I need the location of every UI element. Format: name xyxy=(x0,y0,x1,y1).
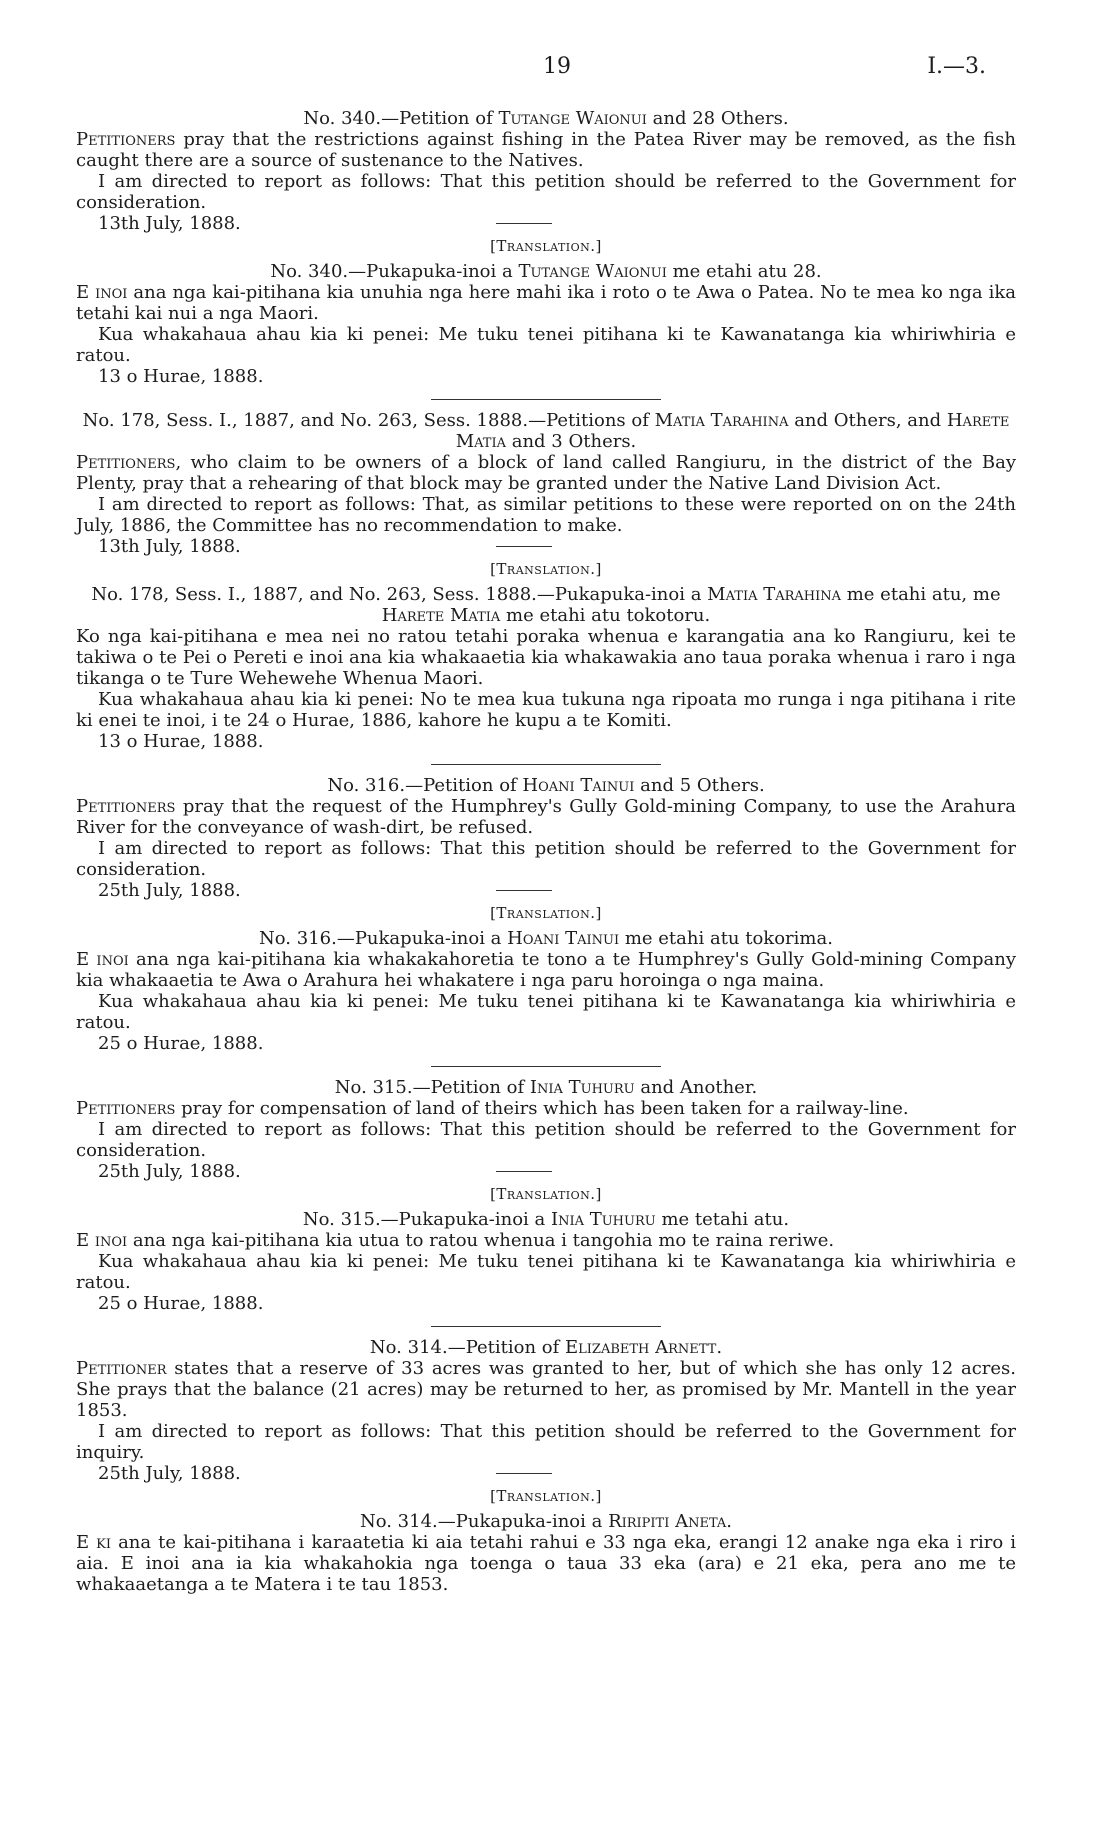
petition-date: 13th July, 1888. xyxy=(98,213,241,234)
translation-label: [Translation.] xyxy=(490,904,602,922)
page-number: 19 xyxy=(543,54,571,79)
petition-body: Petitioner states that a reserve of 33 acres was granted to her, but of which she has only 12 acres. She prays that the balance (21 acres) may be returned to her, as promised by Mr. Mantell in the year 1853. xyxy=(76,1358,1016,1421)
maori-body: E inoi ana nga kai-pitihana kia unuhia nga here mahi ika i roto o te Awa o Patea. No te mea ko nga ika tetahi kai nui a nga Maori. xyxy=(76,282,1017,324)
maori-title: No. 340.—Pukapuka-inoi a Tutange Waionui me etahi atu 28. xyxy=(270,261,822,282)
petition-date: 25th July, 1888. xyxy=(98,880,241,901)
petition-316 xyxy=(76,775,1016,1054)
maori-title: No. 315.—Pukapuka-inoi a Inia Tuhuru me tetahi atu. xyxy=(302,1209,790,1230)
petition-314 xyxy=(76,1337,1016,1595)
maori-body: E inoi ana nga kai-pitihana kia utua to ratou whenua i tangohia mo te raina reriwe. xyxy=(76,1230,835,1251)
maori-report: Kua whakahaua ahau kia ki penei: Me tuku tenei pitihana ki te Kawanatanga kia whiriwhiria e ratou. xyxy=(76,991,1016,1033)
date-row xyxy=(76,880,1016,901)
divider xyxy=(496,1473,552,1474)
maori-date: 13 o Hurae, 1888. xyxy=(98,731,264,752)
translation-label: [Translation.] xyxy=(490,237,602,255)
translation-label: [Translation.] xyxy=(490,560,602,578)
petition-body: Petitioners pray that the request of the Humphrey's Gully Gold-mining Company, to use the Arahura River for the conveyance of wash-dirt, be refused. xyxy=(76,796,1016,838)
translation-label: [Translation.] xyxy=(490,1487,602,1505)
maori-body: E inoi ana nga kai-pitihana kia whakakahoretia te tono a te Humphrey's Gully Gold-mining Company kia whakaaetia te Awa o Arahura hei whakatere i nga paru horoinga o nga maina. xyxy=(76,949,1017,991)
petition-date: 13th July, 1888. xyxy=(98,536,241,557)
divider xyxy=(496,890,552,891)
date-row xyxy=(76,213,1016,234)
maori-title: No. 314.—Pukapuka-inoi a Riripiti Aneta. xyxy=(359,1511,733,1532)
petition-report: I am directed to report as follows: That this petition should be referred to the Government for consideration. xyxy=(76,838,1016,880)
maori-body: E ki ana te kai-pitihana i karaatetia ki aia tetahi rahui e 33 nga eka, erangi 12 anake nga eka i riro i aia. E inoi ana ia kia whakahokia nga toenga o taua 33 eka (ara) e 21 eka, pera ano me te whakaaetanga a te Matera i te tau 1853. xyxy=(76,1532,1016,1595)
divider xyxy=(496,1171,552,1172)
section-divider xyxy=(431,1066,661,1067)
petition-340 xyxy=(76,108,1016,387)
maori-date: 13 o Hurae, 1888. xyxy=(98,366,264,387)
petition-title: No. 315.—Petition of Inia Tuhuru and Another. xyxy=(334,1077,758,1098)
maori-report: Kua whakahaua ahau kia ki penei: Me tuku tenei pitihana ki te Kawanatanga kia whiriwhiria e ratou. xyxy=(76,324,1016,366)
date-row xyxy=(76,536,1016,557)
maori-report: Kua whakahaua ahau kia ki penei: No te mea kua tukuna nga ripoata mo runga i nga pitihana i rite ki enei te inoi, i te 24 o Hurae, 1886, kahore he kupu a te Komiti. xyxy=(76,689,1016,731)
page-content xyxy=(76,108,1016,1595)
maori-date: 25 o Hurae, 1888. xyxy=(98,1033,264,1054)
maori-date: 25 o Hurae, 1888. xyxy=(98,1293,264,1314)
translation-label: [Translation.] xyxy=(490,1185,602,1203)
petition-body: Petitioners pray for compensation of land of theirs which has been taken for a railway-line. xyxy=(76,1098,909,1119)
petition-title: No. 314.—Petition of Elizabeth Arnett. xyxy=(369,1337,723,1358)
petition-report: I am directed to report as follows: That this petition should be referred to the Government for consideration. xyxy=(76,171,1016,213)
maori-title: No. 178, Sess. I., 1887, and No. 263, Sess. 1888.—Pukapuka-inoi a Matia Tarahina me etahi atu, me Harete Matia me etahi atu tokotoru. xyxy=(91,584,1001,626)
document-reference: I.—3. xyxy=(927,54,986,79)
maori-report: Kua whakahaua ahau kia ki penei: Me tuku tenei pitihana ki te Kawanatanga kia whiriwhiria e ratou. xyxy=(76,1251,1016,1293)
petition-report: I am directed to report as follows: That, as similar petitions to these were reported on on the 24th July, 1886, the Committee has no recommendation to make. xyxy=(76,494,1016,536)
date-row xyxy=(76,1463,1016,1484)
petition-date: 25th July, 1888. xyxy=(98,1463,241,1484)
date-row xyxy=(76,1161,1016,1182)
petition-date: 25th July, 1888. xyxy=(98,1161,241,1182)
petition-body: Petitioners, who claim to be owners of a block of land called Rangiuru, in the district of the Bay Plenty, pray that a rehearing of that block may be granted under the Native Land Division Act. xyxy=(76,452,1016,494)
petition-title: No. 316.—Petition of Hoani Tainui and 5 Others. xyxy=(327,775,765,796)
section-divider xyxy=(431,764,661,765)
divider xyxy=(496,546,552,547)
petition-178 xyxy=(76,410,1016,752)
section-divider xyxy=(431,1326,661,1327)
petition-body: Petitioners pray that the restrictions against fishing in the Patea River may be removed, as the fish caught there are a source of sustenance to the Natives. xyxy=(76,129,1016,171)
maori-title: No. 316.—Pukapuka-inoi a Hoani Tainui me etahi atu tokorima. xyxy=(259,928,833,949)
petition-title: No. 178, Sess. I., 1887, and No. 263, Sess. 1888.—Petitions of Matia Tarahina and Others, and Harete Matia and 3 Others. xyxy=(82,410,1010,452)
petition-315 xyxy=(76,1077,1016,1314)
petition-report: I am directed to report as follows: That this petition should be referred to the Government for inquiry. xyxy=(76,1421,1016,1463)
divider xyxy=(496,223,552,224)
petition-report: I am directed to report as follows: That this petition should be referred to the Government for consideration. xyxy=(76,1119,1016,1161)
section-divider xyxy=(431,399,661,400)
petition-title: No. 340.—Petition of Tutange Waionui and 28 Others. xyxy=(303,108,789,129)
page-header xyxy=(0,54,1114,84)
maori-body: Ko nga kai-pitihana e mea nei no ratou tetahi poraka whenua e karangatia ana ko Rangiuru, kei te takiwa o te Pei o Pereti e inoi ana kia whakaaetia kia whakawakia ano taua poraka whenua i raro i nga tikanga o te Ture Wehewehe Whenua Maori. xyxy=(76,626,1016,689)
